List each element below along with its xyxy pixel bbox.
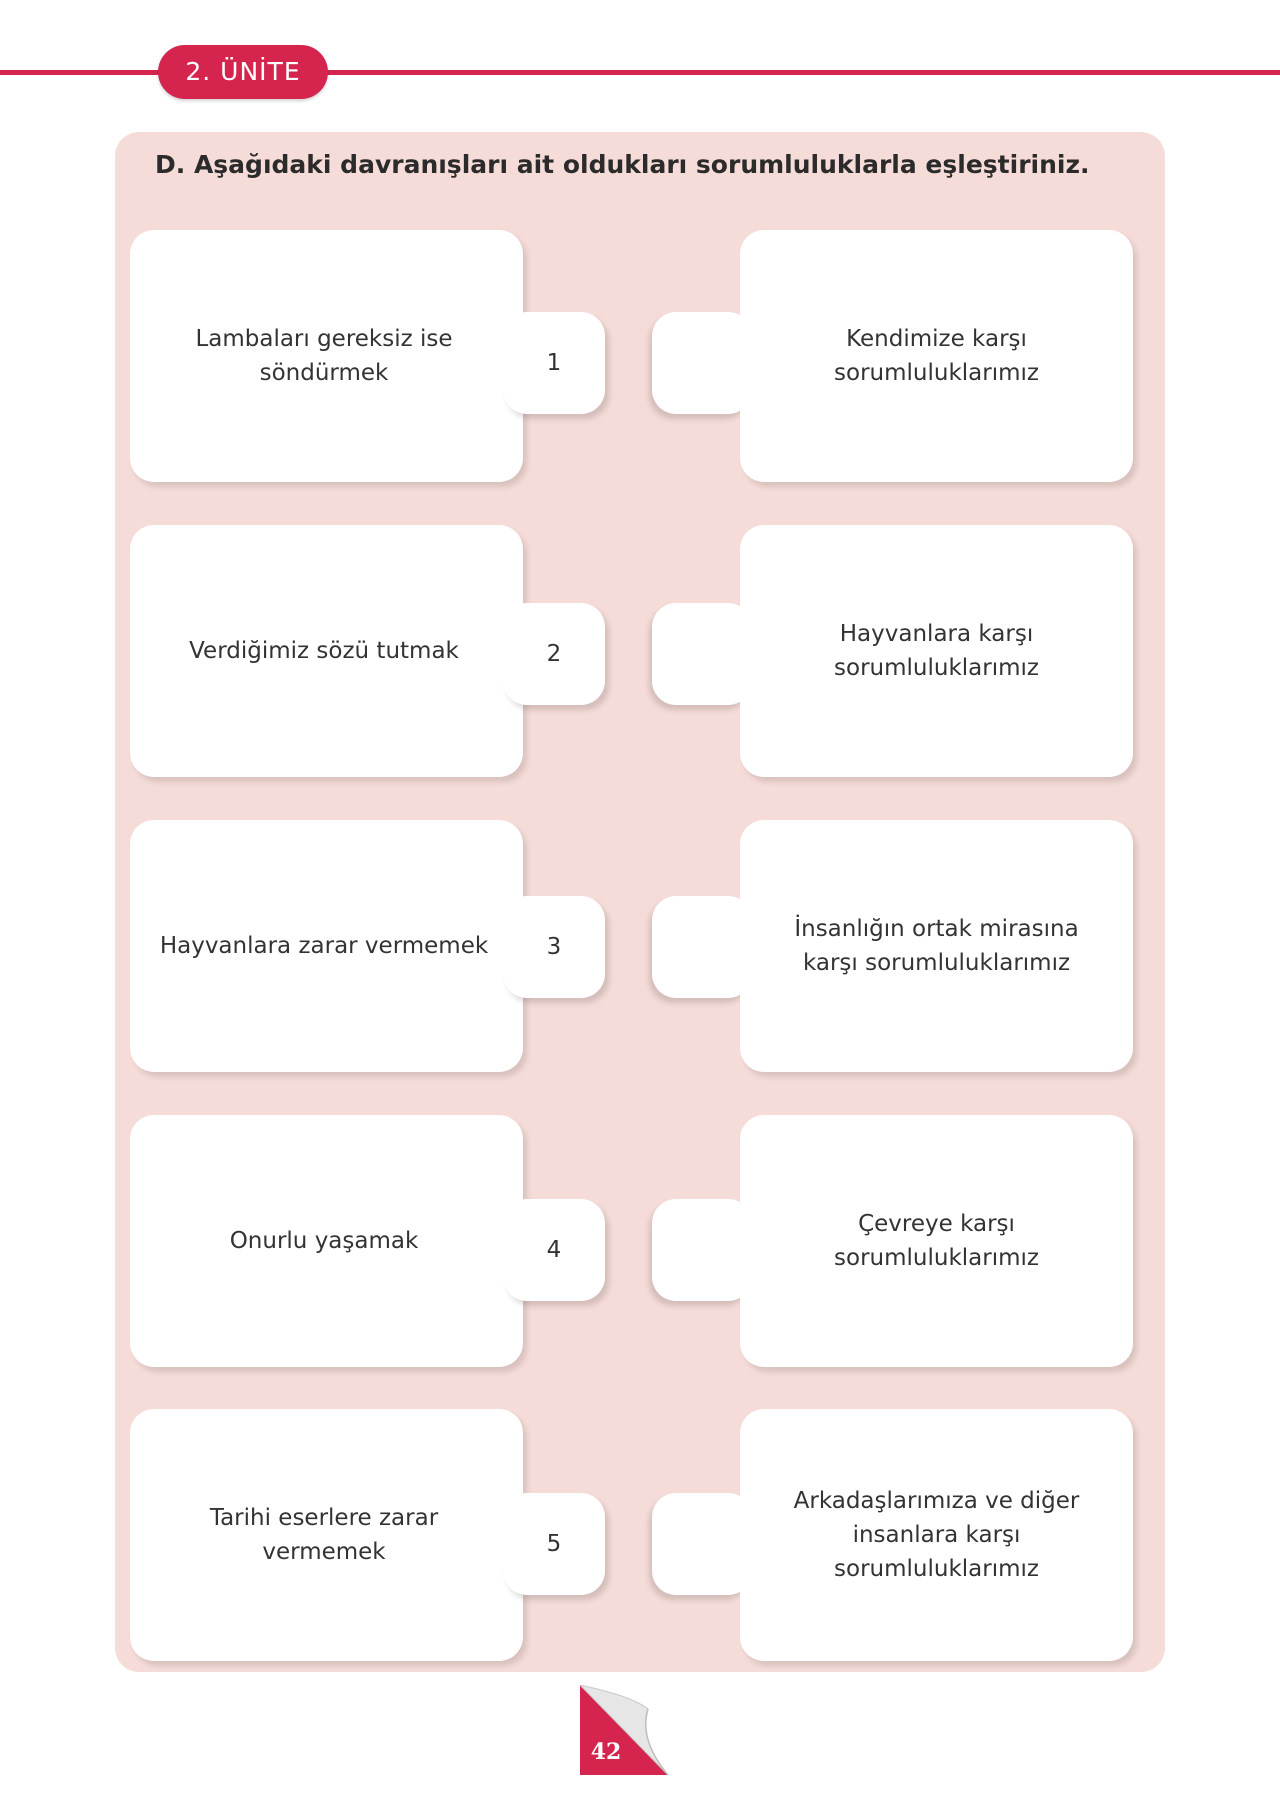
responsibility-card-3 xyxy=(740,820,1133,1072)
responsibility-text: İnsanlığın ortak mirasına karşı sorumluluklarımız xyxy=(794,916,1079,976)
behavior-card-5 xyxy=(130,1409,523,1661)
responsibility-card-2 xyxy=(740,525,1133,777)
responsibility-card-1 xyxy=(740,230,1133,482)
responsibility-card-5 xyxy=(740,1409,1133,1661)
responsibility-text: Çevreye karşı sorumluluklarımız xyxy=(834,1211,1039,1271)
page-number: 42 xyxy=(590,1739,622,1765)
unit-badge: 2. ÜNİTE xyxy=(158,45,328,99)
responsibility-text: Kendimize karşı sorumluluklarımız xyxy=(834,326,1039,386)
behavior-text: Tarihi eserlere zarar vermemek xyxy=(209,1505,439,1565)
behavior-number-1: 1 xyxy=(503,312,605,414)
page-number-tab xyxy=(578,1685,670,1777)
behavior-text: Onurlu yaşamak xyxy=(229,1228,419,1254)
behavior-text: Hayvanlara zarar vermemek xyxy=(159,933,489,959)
responsibility-card-4 xyxy=(740,1115,1133,1367)
behavior-card-3 xyxy=(130,820,523,1072)
answer-box-3[interactable] xyxy=(652,896,752,998)
behavior-text: Verdiğimiz sözü tutmak xyxy=(189,638,459,664)
behavior-card-1 xyxy=(130,230,523,482)
exercise-instruction: D. Aşağıdaki davranışları ait oldukları sorumluluklarla eşleştiriniz. xyxy=(155,150,1090,179)
behavior-card-2 xyxy=(130,525,523,777)
behavior-card-4 xyxy=(130,1115,523,1367)
answer-box-4[interactable] xyxy=(652,1199,752,1301)
answer-box-1[interactable] xyxy=(652,312,752,414)
behavior-number-2: 2 xyxy=(503,603,605,705)
behavior-number-5: 5 xyxy=(503,1493,605,1595)
behavior-number-4: 4 xyxy=(503,1199,605,1301)
responsibility-text: Arkadaşlarımıza ve diğer insanlara karşı sorumluluklarımız xyxy=(793,1488,1080,1582)
behavior-number-3: 3 xyxy=(503,896,605,998)
responsibility-text: Hayvanlara karşı sorumluluklarımız xyxy=(834,621,1039,681)
answer-box-5[interactable] xyxy=(652,1493,752,1595)
matching-exercise-panel xyxy=(115,132,1165,1672)
behavior-text: Lambaları gereksiz ise söndürmek xyxy=(195,326,453,386)
answer-box-2[interactable] xyxy=(652,603,752,705)
